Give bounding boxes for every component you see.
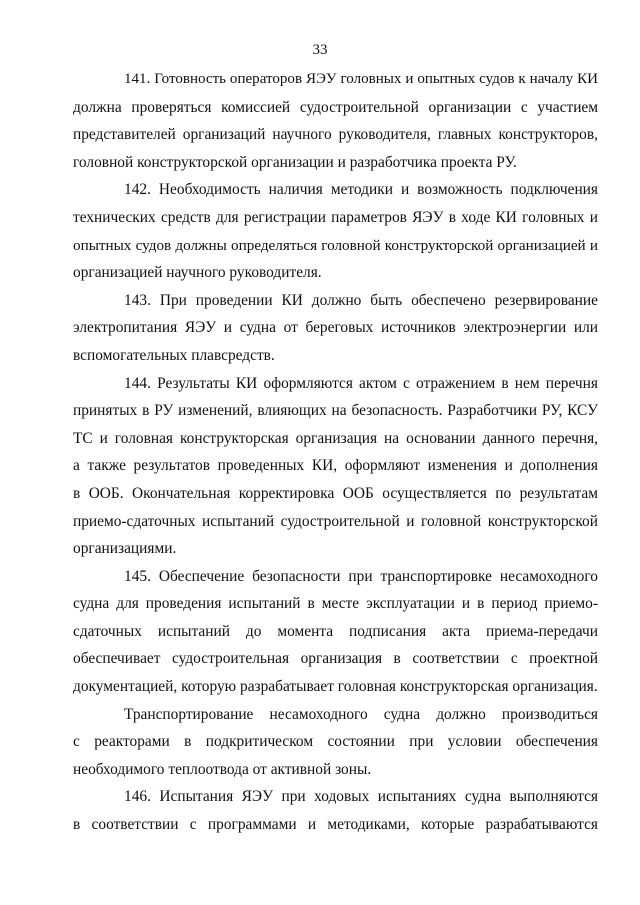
text-line: организацией научного руководителя. — [73, 264, 322, 282]
text-line: судна для проведения испытаний в месте эксплуатации и в период приемо- — [73, 595, 598, 613]
text-line: ТС и головная конструкторская организация на основании данного перечня, — [73, 429, 598, 447]
text-line: обеспечивает судостроительная организация в соответствии с проектной — [73, 650, 598, 668]
text-line: 141. Готовность операторов ЯЭУ головных и опытных судов к началу КИ — [124, 71, 598, 87]
text-line: технических средств для регистрации параметров ЯЭУ в ходе КИ головных и — [73, 208, 598, 226]
text-line: представителей организаций научного руководителя, главных конструкторов, — [73, 126, 598, 144]
paragraph-142 — [73, 176, 598, 286]
text-line: 146. Испытания ЯЭУ при ходовых испытаниях судна выполняются — [124, 788, 598, 806]
paragraph-146 — [73, 783, 598, 838]
text-line: головной конструкторской организации и разработчика проекта РУ. — [73, 153, 517, 171]
text-line: 144. Результаты КИ оформляются актом с отражением в нем перечня — [124, 374, 598, 392]
text-line: должна проверяться комиссией судостроительной организации с участием — [73, 98, 598, 116]
text-line: с реакторами в подкритическом состоянии при условии обеспечения — [73, 733, 598, 751]
text-line: сдаточных испытаний до момента подписания акта приема-передачи — [73, 622, 598, 640]
page-number: 33 — [312, 42, 328, 58]
paragraph-145 — [73, 563, 598, 701]
paragraph-143 — [73, 287, 598, 370]
text-line: 145. Обеспечение безопасности при транспортировке несамоходного — [124, 567, 598, 585]
text-line: в соответствии с программами и методиками, которые разрабатываются — [73, 816, 598, 834]
text-line: а также результатов проведенных КИ, оформляют изменения и дополнения — [73, 457, 598, 475]
text-line: 143. При проведении КИ должно быть обеспечено резервирование — [124, 291, 598, 309]
document-body — [73, 66, 598, 839]
text-line: 142. Необходимость наличия методики и возможность подключения — [124, 181, 598, 199]
text-line: Транспортирование несамоходного судна должно производиться — [124, 705, 598, 723]
text-line: опытных судов должны определяться головной конструкторской организацией и — [73, 236, 598, 254]
text-line: документацией, которую разрабатывает головная конструкторская организация. — [73, 678, 598, 696]
text-line: приемо-сдаточных испытаний судостроительной и головной конструкторской — [73, 512, 598, 530]
paragraph-141 — [73, 66, 598, 176]
text-line: в ООБ. Окончательная корректировка ООБ осуществляется по результатам — [73, 484, 598, 502]
text-line: вспомогательных плавсредств. — [73, 346, 275, 364]
paragraph-145-continued — [73, 701, 598, 784]
text-line: электропитания ЯЭУ и судна от береговых источников электроэнергии или — [73, 319, 598, 337]
text-line: необходимого теплоотвода от активной зоны. — [73, 760, 372, 778]
text-line: организациями. — [73, 540, 177, 558]
paragraph-144 — [73, 370, 598, 563]
text-line: принятых в РУ изменений, влияющих на безопасность. Разработчики РУ, КСУ — [73, 402, 598, 420]
